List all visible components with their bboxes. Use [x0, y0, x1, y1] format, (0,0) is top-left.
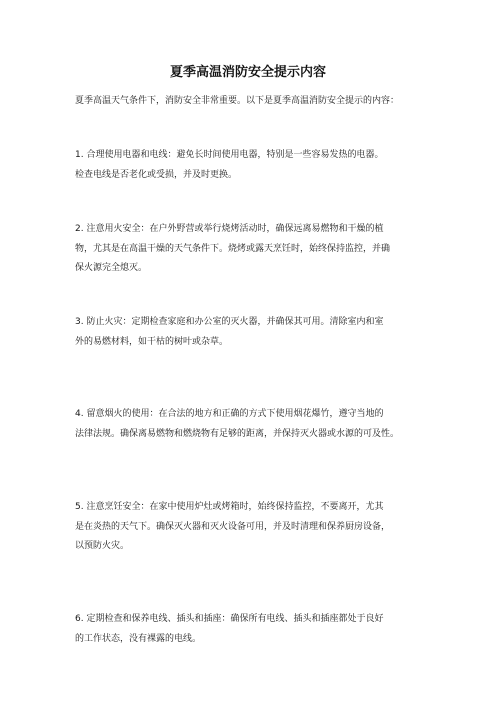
intro-paragraph: 夏季高温天气条件下，消防安全非常重要。以下是夏季高温消防安全提示的内容：	[75, 96, 400, 106]
tip-item-1	[75, 146, 425, 185]
document-title: 夏季高温消防安全提示内容	[169, 65, 326, 80]
tip-3-line-2: 外的易燃材料，如干枯的树叶或杂草。	[75, 336, 229, 347]
tip-5-line-1: 5. 注意烹饪安全：在家中使用炉灶或烤箱时，始终保持监控，不要离开，尤其	[75, 502, 384, 512]
tip-2-line-1: 2. 注意用火安全：在户外野营或举行烧烤活动时，确保远离易燃物和干燥的植	[75, 224, 384, 234]
tip-1-line-1: 1. 合理使用电器和电线：避免长时间使用电器，特别是一些容易发热的电器。	[75, 150, 384, 160]
tip-6-line-1: 6. 定期检查和保养电线、插头和插座：确保所有电线、插头和插座都处于良好	[75, 614, 384, 624]
tip-item-4	[75, 405, 425, 444]
tip-4-line-2: 法律法规。确保离易燃物和燃烧物有足够的距离，并保持灭火器或水源的可及性。	[75, 428, 400, 439]
tip-1-line-2: 检查电线是否老化或受损，并及时更换。	[75, 169, 238, 180]
tip-4-line-1: 4. 留意烟火的使用：在合法的地方和正确的方式下使用烟花爆竹，遵守当地的	[75, 409, 384, 419]
tip-5-line-3: 以预防火灾。	[75, 541, 130, 551]
tip-6-line-2: 的工作状态，没有裸露的电线。	[75, 633, 202, 644]
tip-2-line-2: 物，尤其是在高温干燥的天气条件下。烧烤或露天烹饪时，始终保持监控，并确	[75, 243, 391, 254]
tip-2-line-3: 保火源完全熄灭。	[75, 263, 148, 273]
tip-item-5	[75, 498, 425, 557]
tip-item-6	[75, 610, 425, 649]
tip-item-3	[75, 313, 425, 352]
tip-5-line-2: 是在炎热的天气下。确保灭火器和灭火设备可用，并及时清理和保养厨房设备，	[75, 521, 391, 532]
tip-3-line-1: 3. 防止火灾：定期检查家庭和办公室的灭火器，并确保其可用。清除室内和室	[75, 317, 384, 327]
tip-item-2	[75, 220, 425, 279]
